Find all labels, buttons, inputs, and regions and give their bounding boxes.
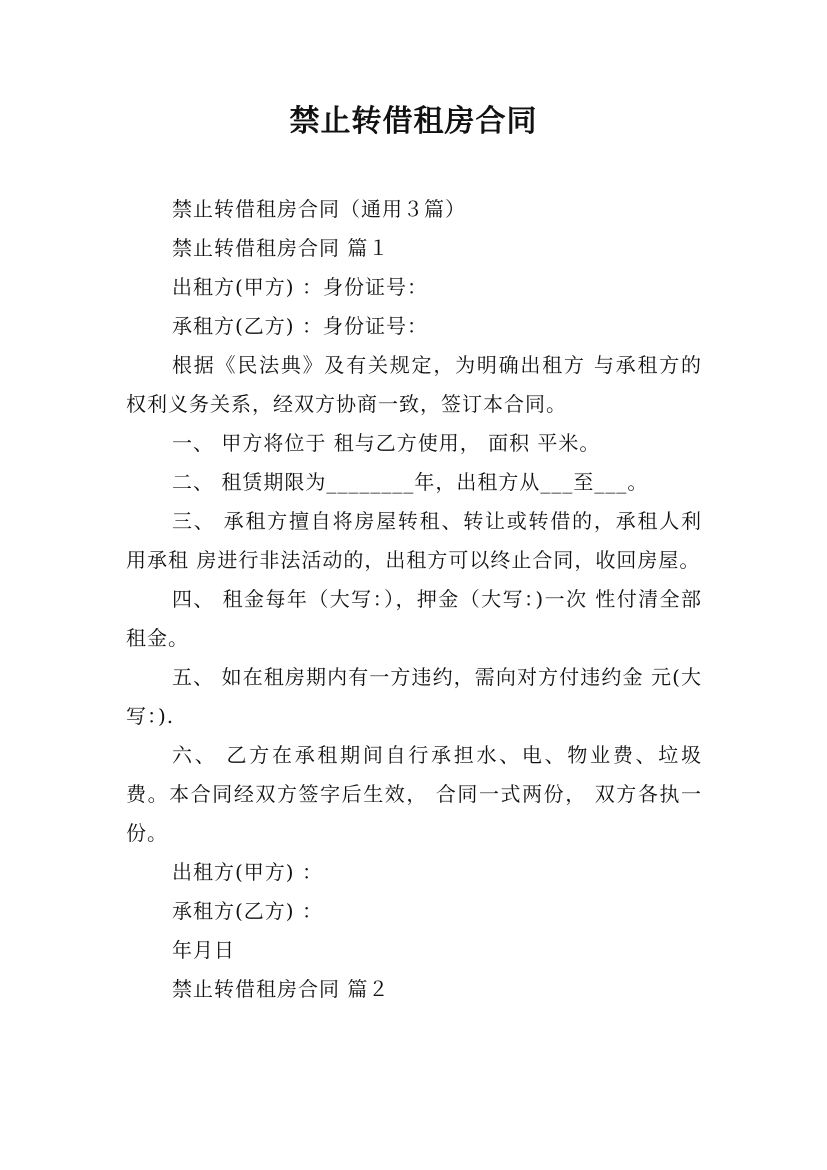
document-body [126, 190, 702, 1009]
date-line: 年月日 [172, 938, 235, 962]
clause-3: 三、 承租方擅自将房屋转租、转让或转借的，承租人利用承租 房进行非法活动的，出租方可以终止合同，收回房屋。 [126, 509, 702, 572]
subtitle-line: 禁止转借租房合同（通用３篇） [172, 197, 466, 221]
preamble-paragraph: 根据《民法典》及有关规定，为明确出租方 与承租方的权利义务关系，经双方协商一致，签订本合同。 [126, 353, 702, 416]
clause-5: 五、 如在租房期内有一方违约，需向对方付违约金 元(大写：). [126, 665, 702, 728]
document-title: 禁止转借租房合同 [289, 104, 538, 139]
clause-1: 一、 甲方将位于 租与乙方使用， 面积 平米。 [172, 431, 601, 455]
clause-4: 四、 租金每年（大写：），押金（大写：)一次 性付清全部租金。 [126, 587, 702, 650]
lessor-id-line: 出租方(甲方) ：身份证号： [172, 275, 428, 299]
lessee-signature-line: 承租方(乙方) ： [172, 899, 323, 923]
section-heading-1: 禁止转借租房合同 篇１ [172, 236, 390, 260]
clause-2: 二、 租赁期限为________年，出租方从___至___。 [172, 470, 649, 494]
clause-6: 六、 乙方在承租期间自行承担水、电、物业费、垃圾费。本合同经双方签字后生效， 合同一式两份， 双方各执一份。 [126, 743, 702, 845]
lessee-id-line: 承租方(乙方) ：身份证号： [172, 314, 428, 338]
section-heading-2: 禁止转借租房合同 篇２ [172, 977, 390, 1001]
lessor-signature-line: 出租方(甲方) ： [172, 860, 323, 884]
